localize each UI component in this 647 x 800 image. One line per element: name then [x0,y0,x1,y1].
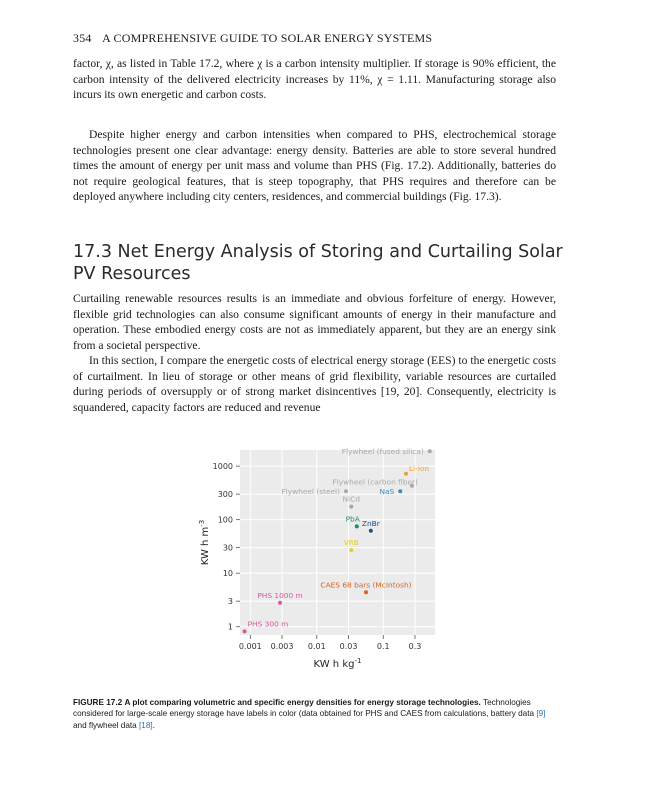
paragraph-curtailing: Curtailing renewable resources results is an immediate and obvious forfeiture of energy. However, flexible grid technologies can also consume significant amounts of energy in their manufacture and operation. These embodied energy costs are not as immediately apparent, but they are an energy sink from a societal perspective. [73,292,556,352]
point-label-flywheel-fused-silica: Flywheel (fused silica) [341,447,424,457]
x-tick-label: 0.01 [307,642,326,651]
point-label-flywheel-steel: Flywheel (steel) [281,487,340,497]
x-tick-label: 0.03 [339,642,358,651]
point-label-pba: PbA [345,514,360,524]
paragraph-comparison: In this section, I compare the energetic costs of electrical energy storage (EES) to the energetic costs of curtailment. In lieu of storage or other means of grid flexibility, variable resources are curtailed during periods of oversupply or of strong market disincentives [19, 20]. Consequently, electricity is squandered, capacity factors are reduced and revenue [73,354,556,414]
point-label-flywheel-carbon-fiber: Flywheel (carbon fiber) [332,477,418,487]
figure-label: FIGURE 17.2 [73,698,123,707]
y-tick-label: 300 [217,490,233,500]
point-nas [398,489,402,493]
point-label-li-ion: Li-ion [409,463,430,473]
paragraph-energy-density: Despite higher energy and carbon intensities when compared to PHS, electrochemical storage technologies present one clear advantage: energy density. Batteries are able to store several hundred times the amount of energy per unit mass and volume than PHS (Fig. 17.2). Additionally, batteries do not require geological features, that is steep topography, that PHS requires and therefore can be deployed anywhere including city centers, residences, and commercial buildings (Fig. 17.3). [73,128,556,204]
point-label-phs-300-m: PHS 300 m [247,619,289,629]
x-axis-title: KW h $kg^{-1}$ [313,657,362,670]
y-tick-label: 100 [217,515,233,525]
point-flywheel-fused-silica [428,449,432,453]
y-tick-label: 3 [227,597,233,607]
point-caes-68-bars-mcintosh [364,590,368,594]
x-tick-label: 0.1 [376,642,390,651]
point-znbr [369,529,373,533]
y-tick-label: 1000 [212,462,233,472]
point-label-nicd: NiCd [342,494,360,504]
point-label-vrb: VRB [343,538,359,548]
ref-9-link[interactable]: [9] [536,709,546,719]
paragraph-carbon-factor: factor, χ, as listed in Table 17.2, where χ is a carbon intensity multiplier. If storage is 90% efficient, the carbon intensity of the delivered electricity increases by 11%, χ = 1.11. Manufacturing storage also incurs its own energetic and carbon costs. [73,57,556,102]
section-title: 17.3 Net Energy Analysis of Storing and Curtailing Solar PV Resources [73,242,563,284]
point-phs-300-m [243,629,247,633]
point-flywheel-steel [344,489,348,493]
book-title: A COMPREHENSIVE GUIDE TO SOLAR ENERGY SYSTEMS [102,31,433,45]
caption-text-1: Technologies considered for large-scale energy storage have labels in color (data obtained for PHS and CAES from calculations, battery data [73,698,537,719]
ref-18-link[interactable]: [18] [139,720,153,730]
page-number: 354 [73,31,92,45]
point-label-phs-1000-m: PHS 1000 m [257,590,303,600]
point-li-ion [404,472,408,476]
point-pba [355,524,359,528]
caption-text-2: and flywheel data [73,720,139,730]
x-tick-label: 0.001 [238,642,262,651]
point-phs-1000-m [278,601,282,605]
point-label-nas: NaS [379,487,395,497]
point-nicd [349,505,353,509]
y-tick-label: 30 [222,543,233,553]
running-head [73,31,432,46]
point-label-caes-68-bars-mcintosh: CAES 68 bars (McIntosh) [320,580,412,590]
point-vrb [349,548,353,552]
x-tick-label: 0.3 [408,642,422,651]
y-tick-label: 1 [227,622,233,632]
y-tick-label: 10 [222,569,233,579]
caption-text-3: . [152,720,155,730]
x-tick-label: 0.003 [270,642,294,651]
figure-caption [73,697,558,731]
figure-title: A plot comparing volumetric and specific energy densities for energy storage technologies. [124,698,481,707]
y-axis-title: KW h $m^{-3}$ [198,519,211,566]
point-label-znbr: ZnBr [361,518,380,528]
energy-density-chart [195,445,445,685]
